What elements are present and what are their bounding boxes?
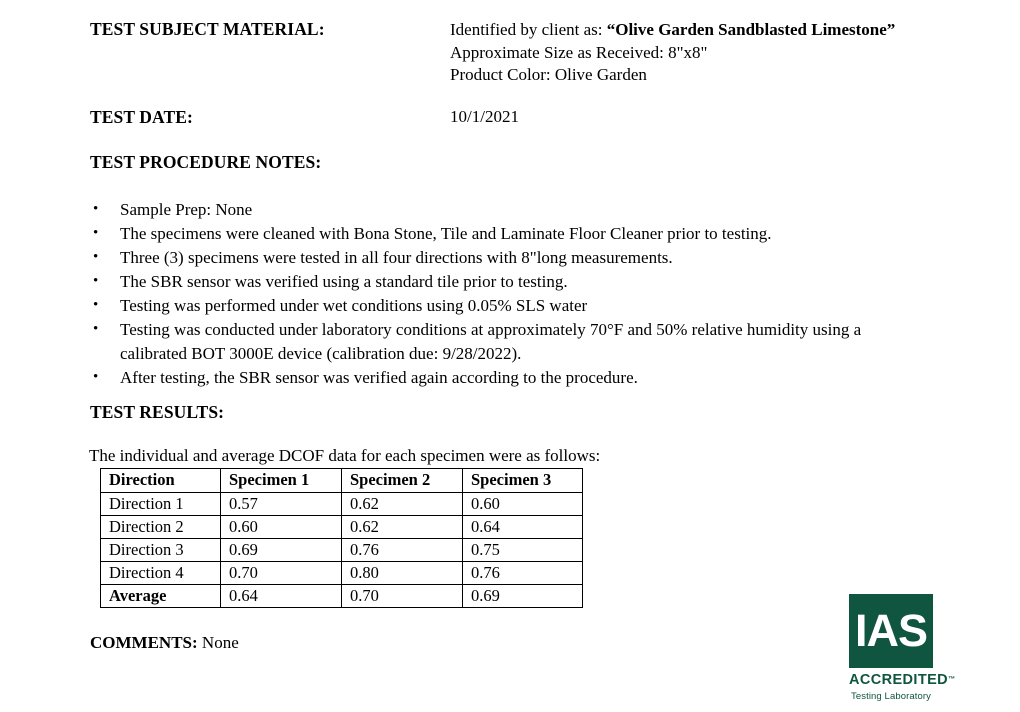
cell-specimen-3: 0.60 bbox=[463, 493, 583, 516]
cell-specimen-2: 0.62 bbox=[342, 516, 463, 539]
cell-specimen-3: 0.76 bbox=[463, 562, 583, 585]
table-row-average bbox=[101, 585, 583, 608]
comments-label: COMMENTS: bbox=[90, 633, 198, 652]
list-item bbox=[90, 246, 920, 269]
cell-average-label: Average bbox=[101, 585, 221, 608]
ias-accredited-text bbox=[849, 672, 956, 688]
test-subject-material-label: TEST SUBJECT MATERIAL: bbox=[90, 19, 325, 39]
list-item-text: Three (3) specimens were tested in all four directions with 8"long measurements. bbox=[120, 248, 673, 268]
list-item-text: Testing was conducted under laboratory conditions at approximately 70°F and 50% relative humidity using a calibrated BOT 3000E device (calibration due: 9/28/2022). bbox=[120, 320, 862, 363]
list-item-text: After testing, the SBR sensor was verified again according to the procedure. bbox=[120, 367, 638, 387]
table-header bbox=[101, 469, 583, 493]
bullet-icon: • bbox=[93, 368, 99, 385]
list-item-text: Sample Prep: None bbox=[120, 200, 253, 219]
test-date-value: 10/1/2021 bbox=[450, 107, 519, 126]
bullet-icon: • bbox=[93, 249, 99, 266]
cell-specimen-1: 0.70 bbox=[221, 562, 342, 585]
bullet-icon: • bbox=[93, 273, 99, 290]
list-item-text: Testing was performed under wet conditions using 0.05% SLS water bbox=[120, 296, 588, 316]
cell-specimen-1: 0.69 bbox=[221, 539, 342, 562]
test-subject-material-row bbox=[90, 19, 980, 87]
cell-specimen-3: 0.75 bbox=[463, 539, 583, 562]
ias-accredited-label: ACCREDITED bbox=[849, 672, 949, 688]
list-item bbox=[90, 198, 920, 221]
trademark-icon: ™ bbox=[948, 676, 956, 683]
cell-specimen-2: 0.80 bbox=[342, 562, 463, 585]
test-subject-material-value bbox=[450, 19, 980, 87]
cell-specimen-2: 0.76 bbox=[342, 539, 463, 562]
cell-specimen-3: 0.64 bbox=[463, 516, 583, 539]
comments-row bbox=[90, 633, 239, 653]
test-date-label: TEST DATE: bbox=[90, 107, 193, 127]
test-results-label: TEST RESULTS: bbox=[90, 402, 225, 422]
list-item-text: The specimens were cleaned with Bona Stone, Tile and Laminate Floor Cleaner prior to testing. bbox=[120, 224, 772, 244]
table-row bbox=[101, 562, 583, 585]
test-date-row bbox=[90, 107, 980, 128]
ias-logo-icon bbox=[849, 594, 933, 668]
cell-direction: Direction 1 bbox=[101, 493, 221, 516]
column-header-specimen-1: Specimen 1 bbox=[221, 469, 342, 493]
list-item bbox=[90, 294, 920, 317]
procedure-notes-list bbox=[90, 198, 920, 390]
cell-direction: Direction 4 bbox=[101, 562, 221, 585]
bullet-icon: • bbox=[93, 201, 99, 217]
bullet-icon: • bbox=[93, 297, 99, 314]
list-item bbox=[90, 270, 920, 293]
cell-specimen-2: 0.62 bbox=[342, 493, 463, 516]
comments-value: None bbox=[201, 633, 239, 652]
ias-accreditation-logo bbox=[849, 594, 956, 702]
subject-identified-line bbox=[450, 19, 980, 42]
list-item bbox=[90, 366, 920, 389]
cell-average-specimen-3: 0.69 bbox=[463, 585, 583, 608]
table-row bbox=[101, 516, 583, 539]
test-results-intro: The individual and average DCOF data for each specimen were as follows: bbox=[89, 446, 601, 465]
dcof-results-table bbox=[100, 468, 583, 608]
column-header-direction: Direction bbox=[101, 469, 221, 493]
ias-logo-subtitle: Testing Laboratory bbox=[851, 691, 931, 702]
subject-size-line: Approximate Size as Received: 8"x8" bbox=[450, 42, 708, 62]
cell-specimen-1: 0.57 bbox=[221, 493, 342, 516]
subject-identified-emphasis: “Olive Garden Sandblasted Limestone” bbox=[606, 20, 896, 39]
list-item-text: The SBR sensor was verified using a standard tile prior to testing. bbox=[120, 272, 568, 292]
cell-average-specimen-1: 0.64 bbox=[221, 585, 342, 608]
cell-average-specimen-2: 0.70 bbox=[342, 585, 463, 608]
table-body bbox=[101, 493, 583, 608]
table-row bbox=[101, 539, 583, 562]
column-header-specimen-3: Specimen 3 bbox=[463, 469, 583, 493]
column-header-specimen-2: Specimen 2 bbox=[342, 469, 463, 493]
svg-text:IAS: IAS bbox=[855, 608, 927, 654]
subject-identified-prefix: Identified by client as: bbox=[450, 20, 607, 39]
table-header-row bbox=[101, 469, 583, 493]
subject-color-line: Product Color: Olive Garden bbox=[450, 65, 647, 84]
list-item bbox=[90, 318, 920, 365]
cell-direction: Direction 2 bbox=[101, 516, 221, 539]
cell-specimen-1: 0.60 bbox=[221, 516, 342, 539]
bullet-icon: • bbox=[93, 225, 99, 242]
list-item bbox=[90, 222, 920, 245]
cell-direction: Direction 3 bbox=[101, 539, 221, 562]
table-row bbox=[101, 493, 583, 516]
test-procedure-notes-label: TEST PROCEDURE NOTES: bbox=[90, 152, 322, 172]
bullet-icon: • bbox=[93, 321, 99, 338]
